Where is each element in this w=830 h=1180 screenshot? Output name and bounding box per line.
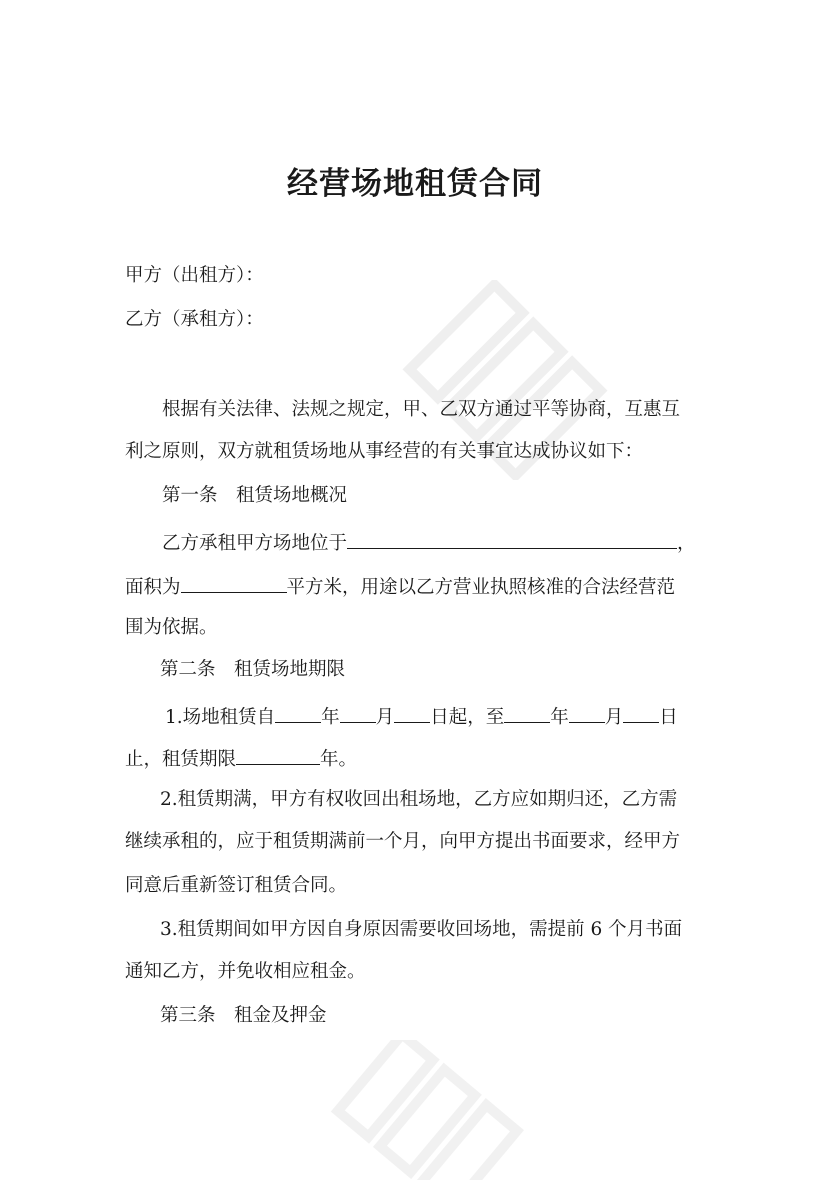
article-2-item-3-line-2: 通知乙方，并免收相应租金。: [125, 961, 366, 982]
article-2-item-1-term: [125, 744, 357, 772]
location-label: 乙方承租甲方场地位于: [162, 533, 348, 554]
article-1-location: [162, 528, 696, 556]
end-year-blank: [504, 702, 550, 723]
article-3-heading: 第三条 租金及押金: [160, 1005, 327, 1026]
preamble-line-1: 根据有关法律、法规之规定，甲、乙双方通过平等协商，互惠互: [162, 399, 681, 420]
lease-from-label: 1.场地租赁自: [165, 707, 276, 728]
page-title: 经营场地租赁合同: [287, 166, 543, 202]
article-2-item-3-line-1: 3.租赁期间如甲方因自身原因需要收回场地，需提前 6 个月书面: [160, 919, 683, 940]
day-from-label: 日起，至: [430, 707, 505, 728]
article-2-item-2-line-2: 继续承租的，应于租赁期满前一个月，向甲方提出书面要求，经甲方: [125, 831, 681, 852]
article-2-item-2-line-3: 同意后重新签订租赁合同。: [125, 875, 348, 896]
article-2-item-2-line-1: 2.租赁期满，甲方有权收回出租场地，乙方应如期归还，乙方需: [160, 789, 678, 810]
year-label: 年: [321, 707, 340, 728]
article-1-area: [125, 572, 675, 600]
term-unit: 年。: [320, 749, 358, 770]
start-day-blank: [394, 702, 430, 723]
area-text: 平方米，用途以乙方营业执照核准的合法经营范: [286, 577, 676, 598]
article-2-item-1: [165, 702, 678, 730]
start-year-blank: [275, 702, 321, 723]
end-month-blank: [569, 702, 605, 723]
article-1-heading: 第一条 租赁场地概况: [162, 485, 348, 506]
day-label: 日: [659, 707, 678, 728]
area-label: 面积为: [125, 577, 181, 598]
article-2-heading: 第二条 租赁场地期限: [160, 659, 346, 680]
party-b-label: 乙方（承租方）：: [125, 309, 264, 330]
preamble-line-2: 利之原则，双方就租赁场地从事经营的有关事宜达成协议如下：: [125, 441, 644, 462]
watermark-icon: [330, 1040, 530, 1180]
area-blank: [181, 572, 287, 593]
term-label: 止，租赁期限: [125, 749, 237, 770]
article-1-scope: 围为依据。: [125, 617, 218, 638]
comma: ，: [677, 533, 696, 554]
start-month-blank: [340, 702, 376, 723]
term-blank: [236, 744, 320, 765]
end-day-blank: [623, 702, 659, 723]
year-label: 年: [550, 707, 569, 728]
month-label: 月: [604, 707, 624, 728]
party-a-label: 甲方（出租方）：: [125, 265, 264, 286]
location-blank: [347, 528, 677, 549]
month-label: 月: [375, 707, 395, 728]
